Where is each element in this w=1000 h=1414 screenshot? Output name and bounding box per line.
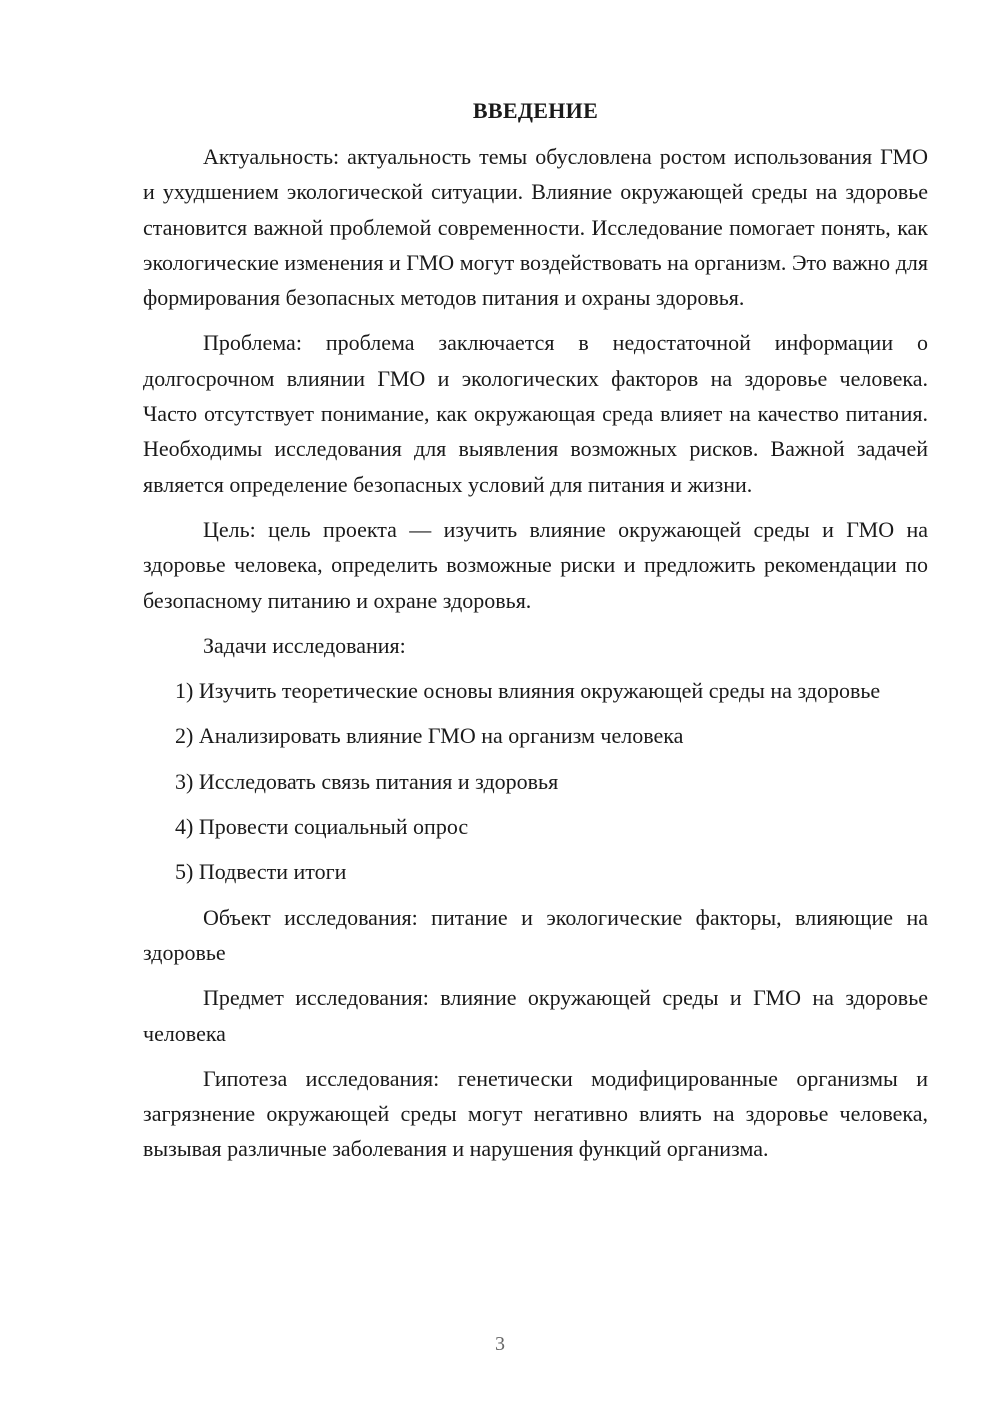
subject-paragraph: Предмет исследования: влияние окружающей среды и ГМО на здоровье человека [143, 985, 928, 1046]
page-number: 3 [495, 1333, 505, 1355]
tasks-heading: Задачи исследования: [203, 632, 406, 658]
object-paragraph: Объект исследования: питание и экологические факторы, влияющие на здоровье [143, 904, 928, 965]
task-item-4: 4) Провести социальный опрос [175, 814, 469, 840]
task-item-2: 2) Анализировать влияние ГМО на организм человека [175, 723, 684, 749]
section-title: ВВЕДЕНИЕ [472, 98, 599, 123]
task-item-3: 3) Исследовать связь питания и здоровья [175, 768, 559, 794]
hypothesis-paragraph: Гипотеза исследования: генетически модифицированные организмы и загрязнение окружающей среды могут негативно влиять на здоровье человека, вызывая различные заболевания и нарушения функций организма. [143, 1065, 928, 1162]
task-item-1: 1) Изучить теоретические основы влияния окружающей среды на здоровье [175, 678, 881, 704]
problem-paragraph: Проблема: проблема заключается в недостаточной информации о долгосрочном влиянии ГМО и экологических факторов на здоровье человека. Часто отсутствует понимание, как окружающая среда влияет на качество питания. Необходимы исследования для выявления возможных рисков. Важной задачей является определение безопасных условий для питания и жизни. [143, 330, 928, 497]
goal-paragraph: Цель: цель проекта — изучить влияние окружающей среды и ГМО на здоровье человека, определить возможные риски и предложить рекомендации по безопасному питанию и охране здоровья. [143, 516, 928, 613]
task-item-5: 5) Подвести итоги [175, 859, 347, 885]
relevance-paragraph: Актуальность: актуальность темы обусловлена ростом использования ГМО и ухудшением экологической ситуации. Влияние окружающей среды на здоровье становится важной проблемой современности. Исследование помогает понять, как экологические изменения и ГМО могут воздействовать на организм. Это важно для формирования безопасных методов питания и охраны здоровья. [143, 144, 928, 311]
